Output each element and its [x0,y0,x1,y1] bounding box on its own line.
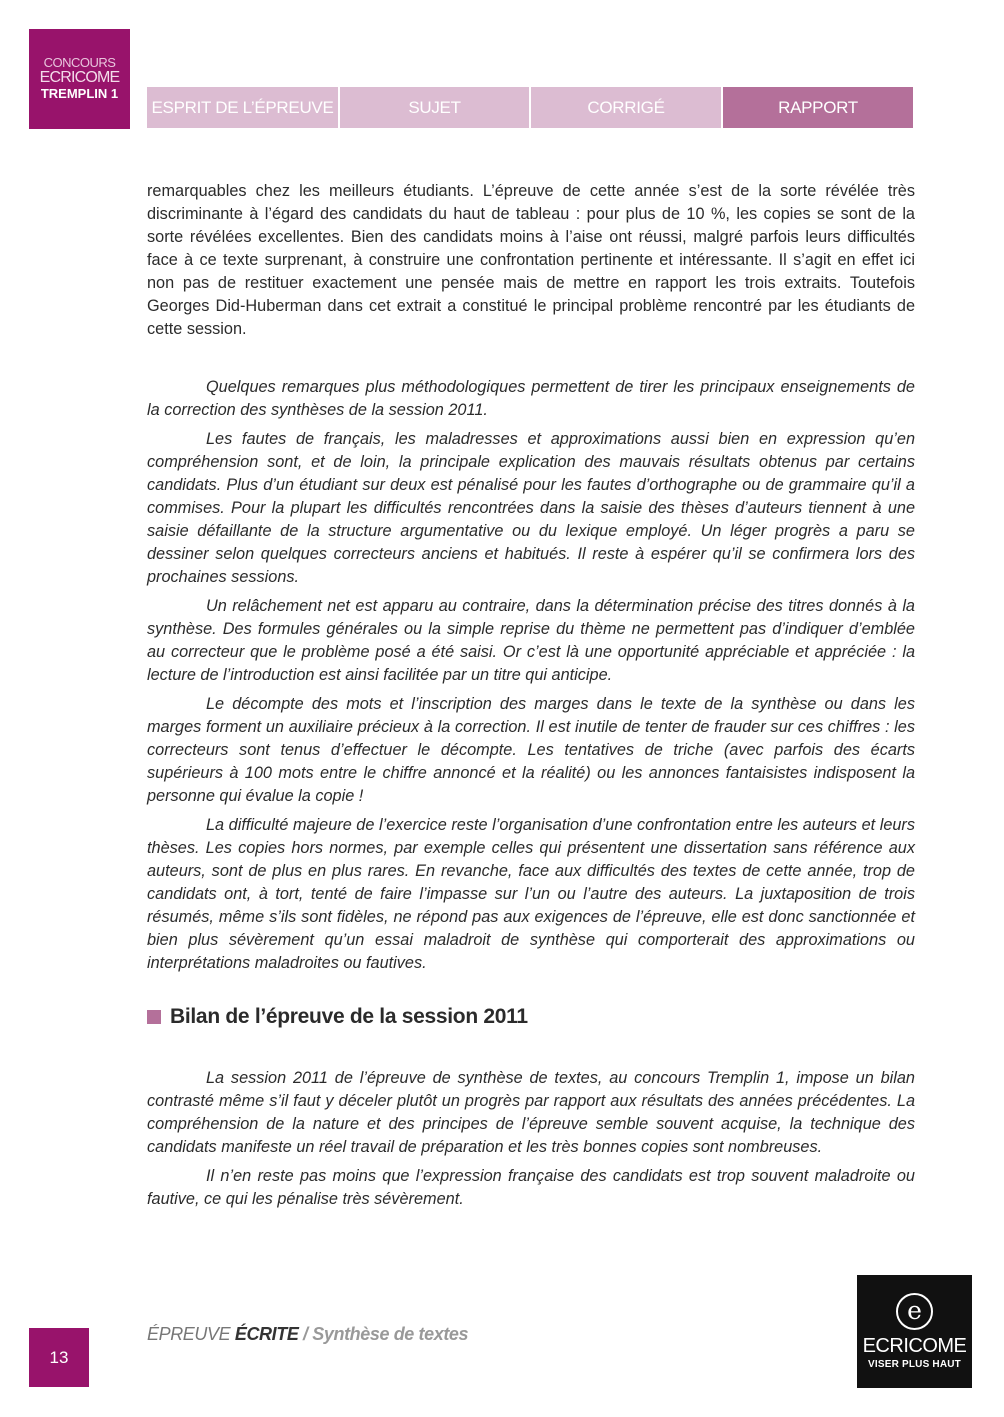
report-content [147,180,915,1211]
footer-part-synthese: Synthèse de textes [312,1324,469,1344]
remark-paragraph: Le décompte des mots et l’inscription des marges dans le texte de la synthèse ou dans les marges forment un auxiliaire précieux à la correction. Il est inutile de tenter de frauder sur ces chiffres : les correcteurs sont tenus d’effectuer le décompte. Les tentatives de triche (avec parfois des écarts supérieurs à 100 mots entre le chiffre annoncé et la réalité) ou les annonces fantaisistes indisposent la personne qui évalue la copie ! [147,695,915,805]
logo-line-concours: CONCOURS [43,55,116,70]
bilan-paragraph: Il n’en reste pas moins que l’expression française des candidats est trop souvent maladroite ou fautive, ce qui les pénalise très sévèrement. [147,1167,915,1208]
brand-tagline: VISER PLUS HAUT [867,1359,961,1370]
ecricome-brand-logo [857,1275,972,1388]
footer-separator: / [298,1324,313,1344]
tab-esprit[interactable]: ESPRIT DE L’ÉPREUVE [147,87,338,128]
remark-paragraph: Un relâchement net est apparu au contraire, dans la détermination précise des titres donnés à la synthèse. Des formules générales ou la simple reprise du thème ne permettent pas d’indiquer d’emblée au correcteur que le problème posé a été saisi. Or c’est là une opportunité appréciable et appréciée : la lecture de l’introduction est ainsi facilitée par un titre qui anticipe. [147,597,915,684]
section-heading [147,1005,915,1029]
tab-corrige[interactable]: CORRIGÉ [531,87,721,128]
ecricome-e-icon: e [896,1293,933,1330]
logo-line-ecricome: ECRICOME [39,69,120,86]
footer-part-ecrite: ÉCRITE [234,1324,299,1344]
remark-paragraph: Les fautes de français, les maladresses et approximations aussi bien en expression qu’en compréhension sont, et de loin, la principale explication des mauvais résultats obtenus par certains candidats. Plus d’un étudiant sur deux est pénalisé pour les fautes d’orthographe ou de grammaire qu’il a commises. Pour la plupart les difficultés rencontrées dans la saisie des thèses d’auteurs tiennent à une saisie défaillante de la structure argumentative ou du lexique employé. Un léger progrès a paru se dessiner selon quelques correcteurs anciens et habitués. Il reste à espérer qu’il se confirmera lors des prochaines sessions. [147,430,915,586]
remark-paragraph: Quelques remarques plus méthodologiques permettent de tirer les principaux enseignements de la correction des synthèses de la session 2011. [147,378,915,419]
footer-label [147,1324,468,1345]
tab-rapport[interactable]: RAPPORT [723,87,913,128]
square-bullet-icon [147,1010,161,1024]
tab-sujet[interactable]: SUJET [340,87,529,128]
brand-name: ECRICOME [862,1335,967,1357]
remark-paragraph: La difficulté majeure de l’exercice reste l’organisation d’une confrontation entre les auteurs et leurs thèses. Les copies hors normes, par exemple celles qui présentent une dissertation sans référence aux auteurs, sont de plus en plus rares. En revanche, face aux difficultés des textes de cette année, trop de candidats ont, à tort, tenté de faire l’impasse sur l’un ou l’autre des auteurs. La juxtaposition de trois résumés, même s’ils sont fidèles, ne répond pas aux exigences de l’épreuve, elle est donc sanctionnée et bien plus sévèrement qu’un essai maladroit de synthèse qui comporterait des approximations ou interprétations maladroites ou fautives. [147,816,915,972]
concours-logo [29,29,130,129]
section-tabs [147,87,915,128]
footer-part-epreuve: ÉPREUVE [147,1324,235,1344]
intro-paragraph: remarquables chez les meilleurs étudiants. L’épreuve de cette année s’est de la sorte révélée très discriminante à l’égard des candidats du haut de tableau : pour plus de 10 %, les copies se sont de la sorte révélées excellentes. Bien des candidats moins à l’aise ont réussi, malgré parfois leurs difficultés face à ce texte surprenant, à construire une confrontation pertinente et intéressante. Il s’agit en effet ici non pas de restituer exactement une pensée mais de mettre en rapport les trois extraits. Toutefois Georges Did-Huberman dans cet extrait a constitué le principal problème rencontré par les étudiants de cette session. [147,182,915,338]
section-heading-text: Bilan de l’épreuve de la session 2011 [170,1005,528,1028]
bilan-paragraph: La session 2011 de l’épreuve de synthèse de textes, au concours Tremplin 1, impose un bilan contrasté même s’il faut y déceler plutôt un progrès par rapport aux résultats des années précédentes. La compréhension de la nature et des principes de l’épreuve semble souvent acquise, la technique des candidats manifeste un réel travail de préparation et les très bonnes copies sont nombreuses. [147,1069,915,1156]
logo-line-tremplin: TREMPLIN 1 [40,86,119,101]
page-number: 13 [29,1328,89,1387]
